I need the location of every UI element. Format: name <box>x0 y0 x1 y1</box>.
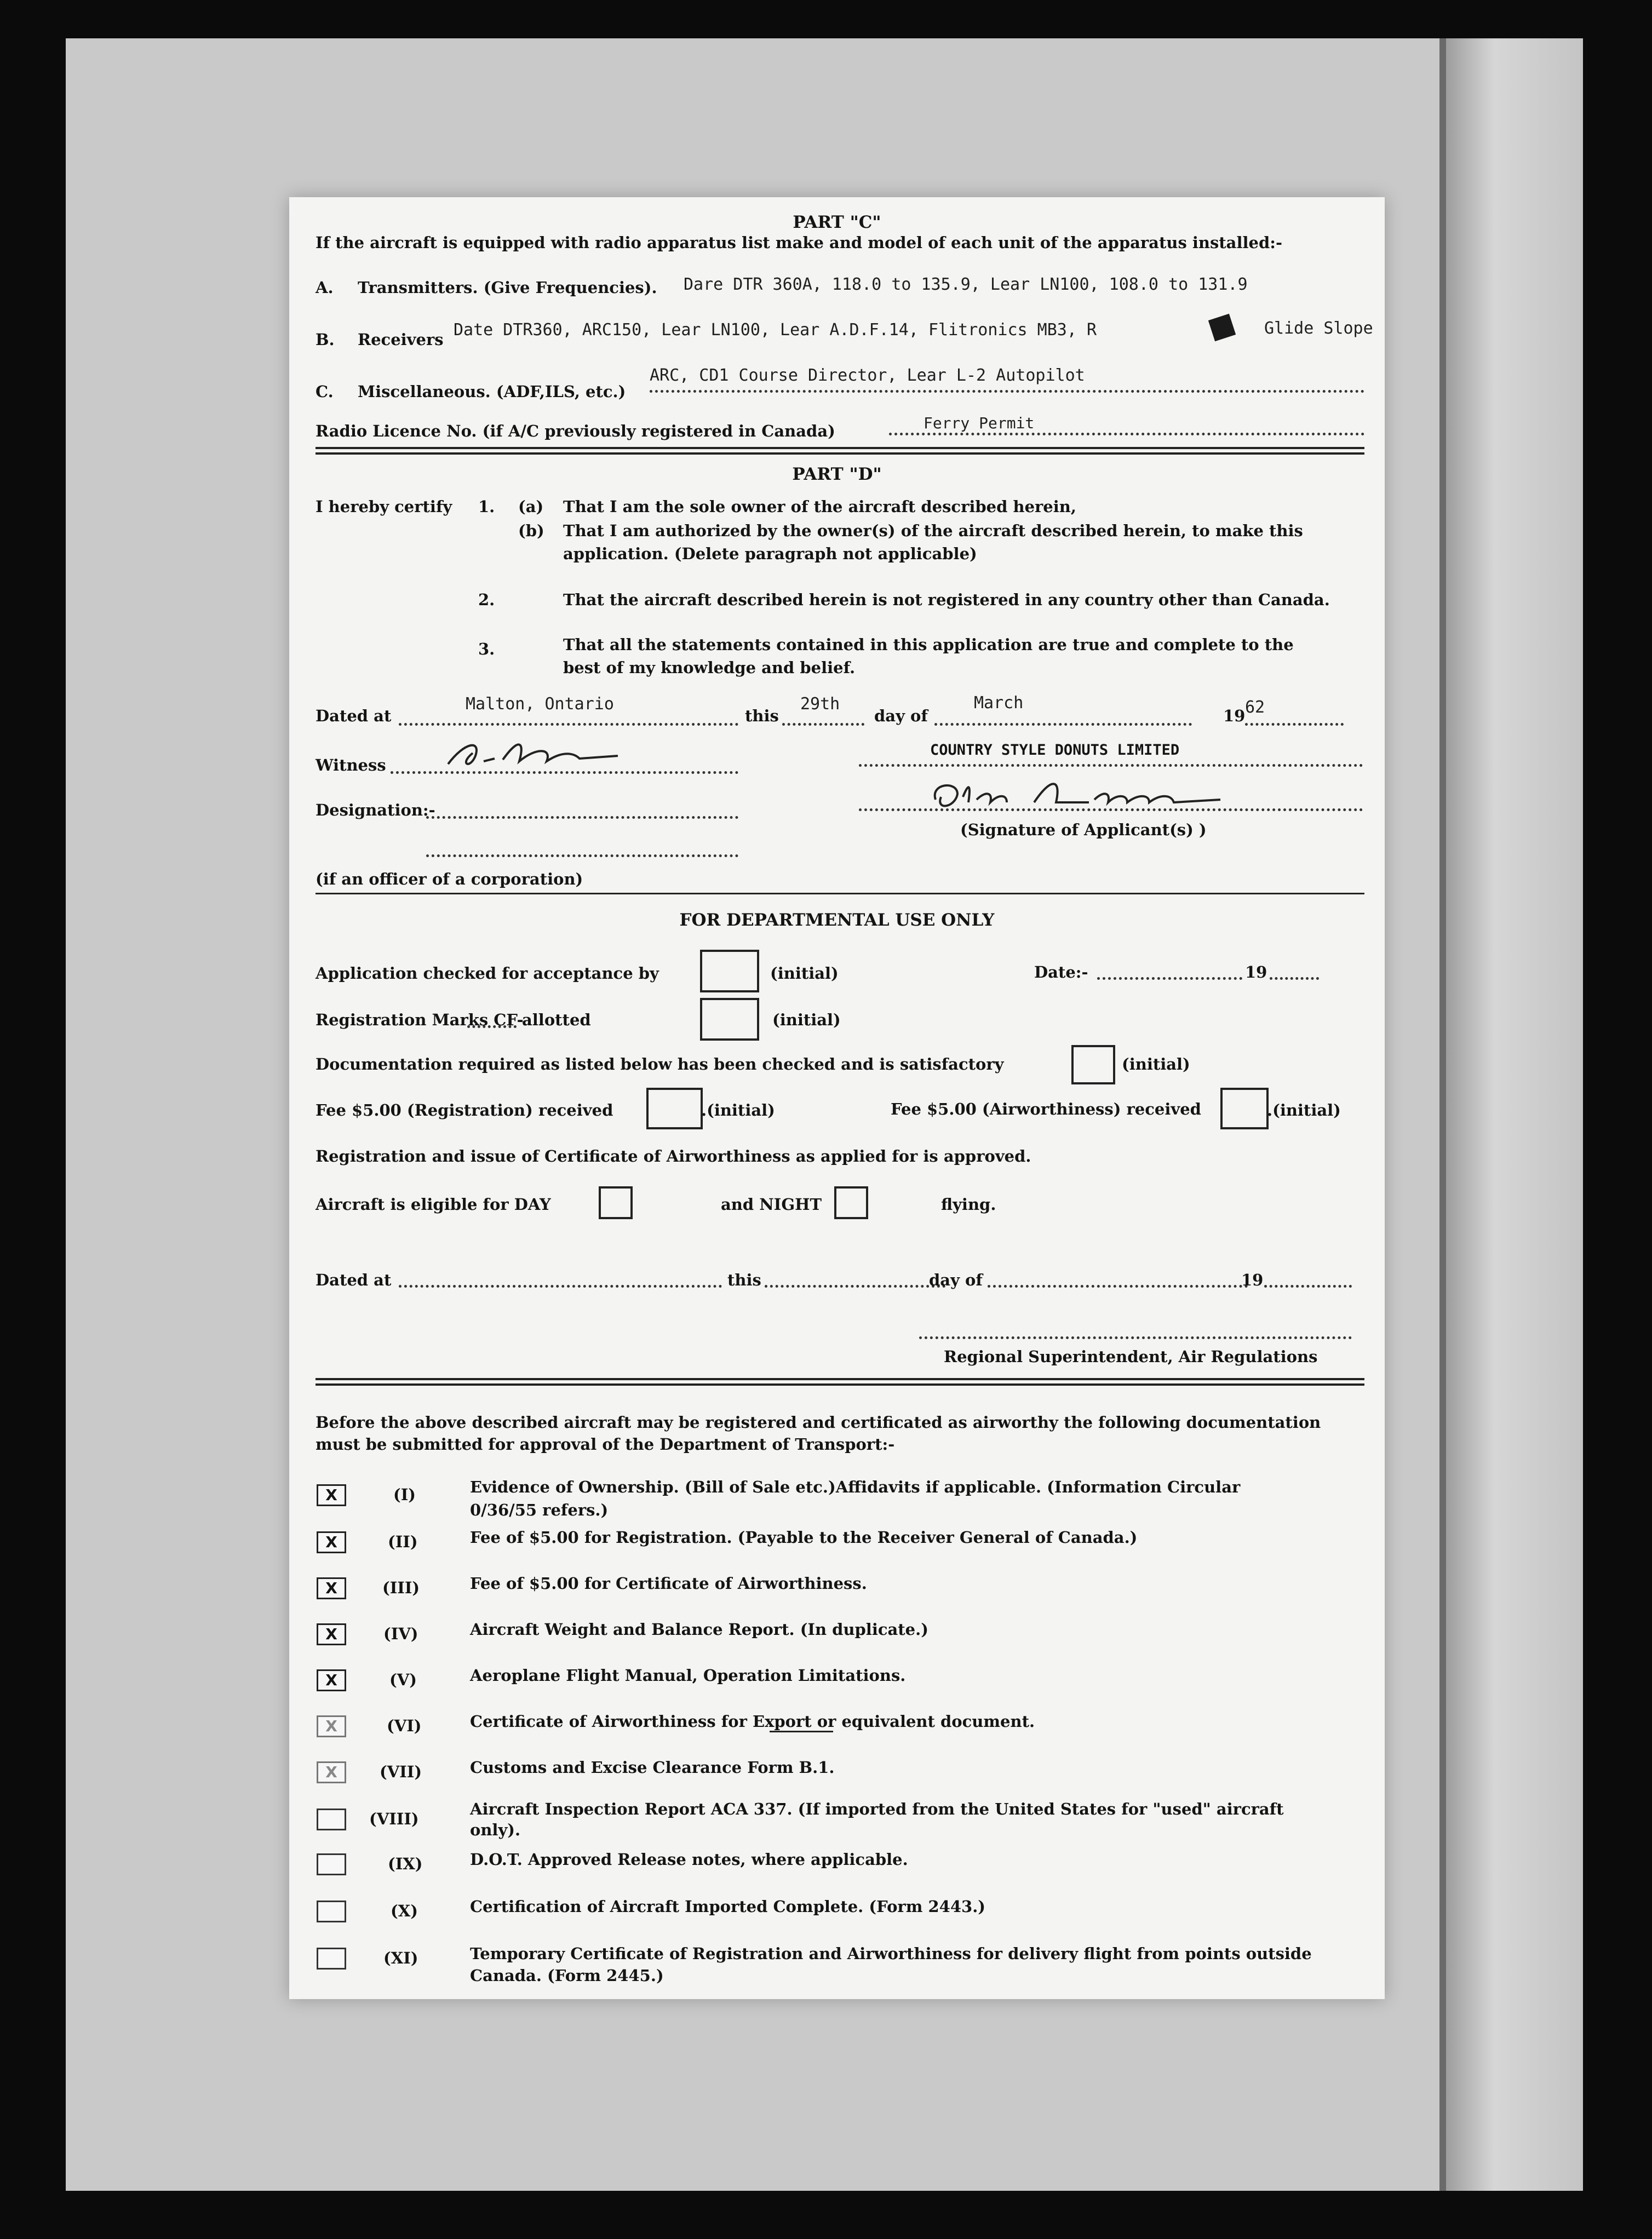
doc-checkbox-4[interactable]: X <box>317 1623 346 1645</box>
doc-number-10: (X) <box>391 1902 418 1920</box>
superintendent-dotted-line <box>919 1336 1352 1339</box>
year-value: 62 <box>1245 698 1265 717</box>
dept-title: FOR DEPARTMENTAL USE ONLY <box>679 910 995 930</box>
part-c-a-label: A. <box>316 278 334 297</box>
doc-checkbox-3[interactable]: X <box>317 1577 346 1599</box>
doc-text-5: Aeroplane Flight Manual, Operation Limitations. <box>470 1666 906 1685</box>
month-value: March <box>974 693 1024 713</box>
reg-marks-dotted-line <box>467 1025 517 1028</box>
app-checked-initial-box[interactable] <box>700 950 759 992</box>
certify-label: I hereby certify <box>316 497 452 516</box>
applicant-name: COUNTRY STYLE DONUTS LIMITED <box>930 742 1180 759</box>
officer-note: (if an officer of a corporation) <box>316 870 583 888</box>
doc-checkbox-11[interactable] <box>317 1948 346 1970</box>
doc-number-11: (XI) <box>383 1949 418 1967</box>
misc-dotted-line <box>650 390 1364 393</box>
designation-label: Designation:- <box>316 801 435 819</box>
witness-label: Witness <box>316 756 386 774</box>
witness-signature <box>443 731 623 778</box>
dept-year-dotted-line <box>1264 1285 1352 1288</box>
dated-at-label: Dated at <box>316 707 392 725</box>
export-underline <box>770 1731 833 1732</box>
night-checkbox[interactable] <box>834 1186 868 1219</box>
dept-year-label: 19 <box>1241 1271 1264 1289</box>
docs-intro: Before the above described aircraft may be registered and certificated as airworthy the following documentation <box>316 1413 1321 1432</box>
item-3-text-2: best of my knowledge and belief. <box>563 658 856 677</box>
item-1-number: 1. <box>478 497 495 516</box>
doc-text-8b: only). <box>470 1821 521 1839</box>
day-checkbox[interactable] <box>599 1186 633 1219</box>
doc-checkbox-10[interactable] <box>317 1901 346 1922</box>
doc-text-6: Certificate of Airworthiness for Export or equivalent document. <box>470 1712 1035 1731</box>
doc-number-5: (V) <box>389 1670 417 1689</box>
app-checked-initial: (initial) <box>770 964 839 983</box>
part-c-c-label: C. <box>316 382 334 401</box>
double-rule-2 <box>316 1378 1364 1386</box>
reg-marks-label: Registration Marks CF- <box>316 1011 524 1029</box>
receivers-label: Receivers <box>358 330 444 349</box>
fee-air-initial: .(initial) <box>1267 1101 1341 1120</box>
doc-checkbox-7[interactable]: X <box>317 1761 346 1783</box>
day-value: 29th <box>800 694 840 714</box>
doc-number-7: (VII) <box>380 1763 422 1781</box>
doc-checkbox-5[interactable]: X <box>317 1669 346 1691</box>
transmitters-value: Dare DTR 360A, 118.0 to 135.9, Lear LN100, 108.0 to 131.9 <box>684 275 1248 294</box>
approval-text: Registration and issue of Certificate of Airworthiness as applied for is approved. <box>316 1147 1031 1166</box>
date-label: Date:- <box>1034 963 1088 981</box>
part-c-title: PART "C" <box>793 213 881 232</box>
doc-text-8: Aircraft Inspection Report ACA 337. (If imported from the United States for "used" aircraft <box>470 1800 1284 1818</box>
year-prefix: 19 <box>1223 707 1246 725</box>
applicant-signature <box>925 772 1231 822</box>
day-of-label: day of <box>874 707 928 725</box>
doc-checkbox-9[interactable] <box>317 1853 346 1875</box>
fee-reg-initial-box[interactable] <box>646 1088 703 1129</box>
item-2-number: 2. <box>478 590 495 609</box>
fee-air-initial-box[interactable] <box>1220 1088 1269 1129</box>
section-rule <box>316 893 1364 894</box>
flying-label: flying. <box>941 1195 996 1214</box>
night-label: and NIGHT <box>721 1195 822 1214</box>
doc-text-3: Fee of $5.00 for Certificate of Airworthiness. <box>470 1574 867 1593</box>
date-year: 19 <box>1245 963 1267 981</box>
receivers-value-end: Glide Slope <box>1264 319 1373 338</box>
dept-this-label: this <box>727 1271 761 1289</box>
signature-dotted-line <box>859 808 1363 811</box>
reg-marks-initial-box[interactable] <box>700 998 759 1041</box>
doc-checkbox-8[interactable] <box>317 1809 346 1830</box>
applicant-dotted-line <box>859 764 1363 767</box>
dept-dated-at-label: Dated at <box>316 1271 392 1289</box>
doc-checkbox-1[interactable]: X <box>317 1484 346 1506</box>
dept-day-dotted-line <box>765 1285 945 1288</box>
doc-number-8: (VIII) <box>369 1810 419 1828</box>
form-page <box>289 197 1385 1999</box>
item-1b-label: (b) <box>518 521 544 540</box>
item-3-text: That all the statements contained in this application are true and complete to the <box>563 635 1294 654</box>
month-dotted-line <box>934 723 1192 726</box>
this-label: this <box>745 707 779 725</box>
misc-label: Miscellaneous. (ADF,ILS, etc.) <box>358 382 626 401</box>
app-checked-label: Application checked for acceptance by <box>316 964 659 983</box>
misc-value: ARC, CD1 Course Director, Lear L-2 Autopilot <box>650 366 1085 385</box>
superintendent-label: Regional Superintendent, Air Regulations <box>944 1347 1318 1366</box>
part-c-intro: If the aircraft is equipped with radio apparatus list make and model of each unit of the apparatus installed:- <box>316 233 1282 252</box>
dept-place-dotted-line <box>399 1285 722 1288</box>
doc-number-2: (II) <box>388 1532 418 1551</box>
doc-number-9: (IX) <box>388 1855 423 1873</box>
doc-number-1: (I) <box>393 1485 416 1504</box>
item-1a-text: That I am the sole owner of the aircraft described herein, <box>563 497 1076 516</box>
documentation-initial: (initial) <box>1122 1055 1190 1073</box>
reg-marks-initial: (initial) <box>772 1011 841 1029</box>
doc-number-3: (III) <box>382 1578 420 1597</box>
receivers-value: Date DTR360, ARC150, Lear LN100, Lear A.D.F.14, Flitronics MB3, R <box>454 320 1097 340</box>
item-1a-label: (a) <box>518 497 544 516</box>
documentation-label: Documentation required as listed below has been checked and is satisfactory <box>316 1055 1004 1073</box>
licence-label: Radio Licence No. (if A/C previously registered in Canada) <box>316 422 835 440</box>
documentation-initial-box[interactable] <box>1071 1045 1115 1084</box>
signature-caption: (Signature of Applicant(s) ) <box>960 820 1207 839</box>
item-3-number: 3. <box>478 640 495 658</box>
part-d-title: PART "D" <box>792 464 882 484</box>
part-c-b-label: B. <box>316 330 335 349</box>
docs-intro-2: must be submitted for approval of the Department of Transport:- <box>316 1435 895 1454</box>
film-margin <box>1446 38 1583 2191</box>
dept-month-dotted-line <box>988 1285 1248 1288</box>
item-1b-text: That I am authorized by the owner(s) of the aircraft described herein, to make this <box>563 521 1303 540</box>
doc-checkbox-2[interactable]: X <box>317 1531 346 1553</box>
doc-text-9: D.O.T. Approved Release notes, where applicable. <box>470 1850 908 1869</box>
date-dotted-line <box>1097 977 1242 980</box>
doc-text-11: Temporary Certificate of Registration and Airworthiness for delivery flight from points outside <box>470 1944 1312 1963</box>
doc-text-7: Customs and Excise Clearance Form B.1. <box>470 1758 835 1777</box>
doc-text-11b: Canada. (Form 2445.) <box>470 1966 664 1985</box>
eligible-day-label: Aircraft is eligible for DAY <box>316 1195 551 1214</box>
doc-number-6: (VI) <box>387 1716 422 1735</box>
licence-value: Ferry Permit <box>923 414 1035 432</box>
designation-dotted-line-2 <box>426 854 738 857</box>
redaction-mark <box>1208 314 1236 341</box>
dept-day-of-label: day of <box>929 1271 983 1289</box>
transmitters-label: Transmitters. (Give Frequencies). <box>358 278 657 297</box>
doc-number-4: (IV) <box>383 1624 418 1643</box>
doc-checkbox-6[interactable]: X <box>317 1715 346 1737</box>
place-value: Malton, Ontario <box>466 694 614 714</box>
double-rule <box>316 447 1364 455</box>
day-dotted-line <box>782 723 864 726</box>
fee-air-label: Fee $5.00 (Airworthiness) received <box>891 1100 1201 1118</box>
licence-dotted-line <box>889 433 1364 435</box>
doc-text-10: Certification of Aircraft Imported Complete. (Form 2443.) <box>470 1897 986 1916</box>
fee-reg-label: Fee $5.00 (Registration) received <box>316 1101 613 1120</box>
fee-reg-initial: .(initial) <box>701 1101 775 1120</box>
doc-text-4: Aircraft Weight and Balance Report. (In duplicate.) <box>470 1620 928 1639</box>
date-year-dotted-line <box>1270 977 1319 980</box>
doc-text-1: Evidence of Ownership. (Bill of Sale etc.)Affidavits if applicable. (Information Circular <box>470 1478 1241 1496</box>
place-dotted-line <box>399 723 738 726</box>
item-1b-text-2: application. (Delete paragraph not applicable) <box>563 544 977 563</box>
designation-dotted-line <box>426 816 738 819</box>
year-dotted-line <box>1245 723 1344 726</box>
doc-text-2: Fee of $5.00 for Registration. (Payable to the Receiver General of Canada.) <box>470 1528 1138 1547</box>
doc-text-1b: 0/36/55 refers.) <box>470 1501 609 1519</box>
item-2-text: That the aircraft described herein is not registered in any country other than Canada. <box>563 590 1330 609</box>
allotted-label: allotted <box>522 1011 591 1029</box>
